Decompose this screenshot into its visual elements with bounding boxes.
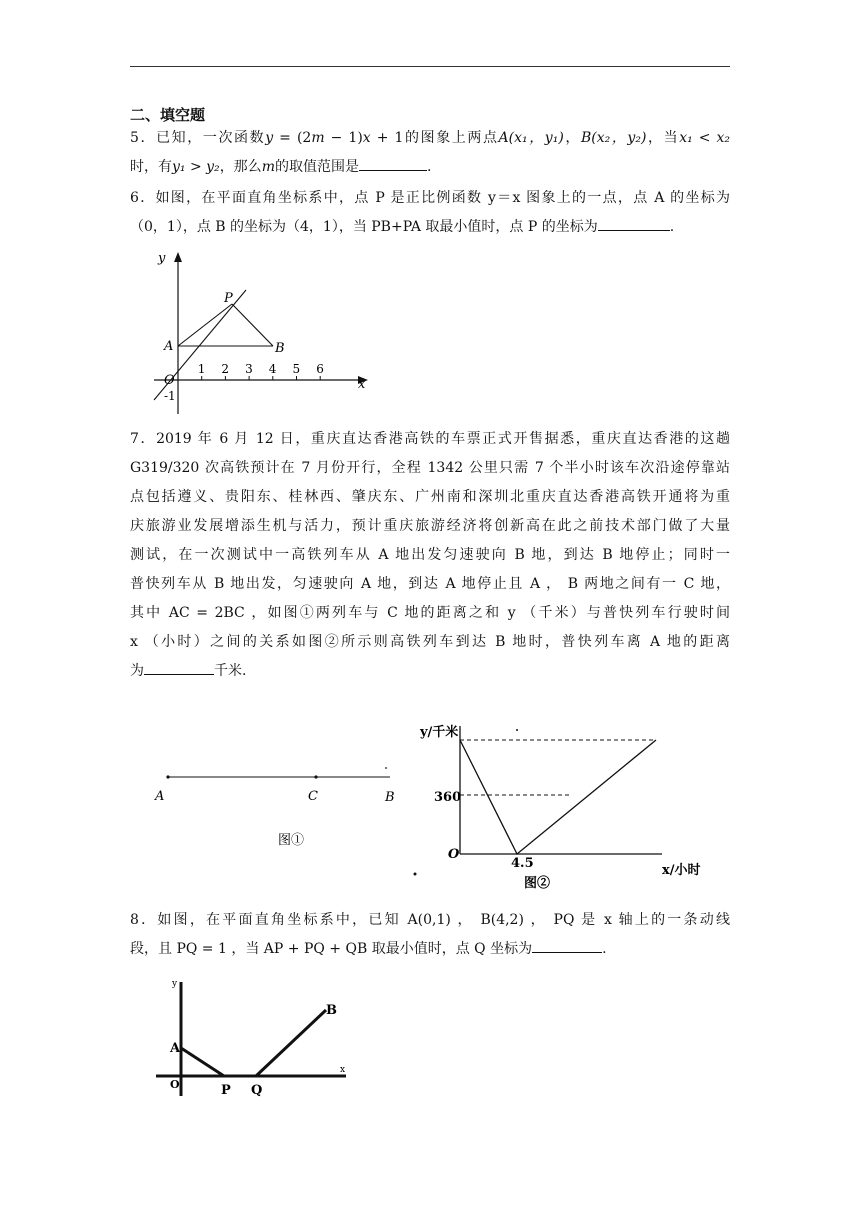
answer-blank-q7[interactable] xyxy=(144,660,214,675)
q8-coordinate-figure xyxy=(150,970,360,1100)
q6-point-p-label: P xyxy=(224,291,233,306)
question-5 xyxy=(130,124,730,182)
q7-line-3: 点包括遵义、贵阳东、桂林西、肇庆东、广州南和深圳北重庆直达香港高铁开通将为重 xyxy=(130,489,730,505)
q8-point-p-label: P xyxy=(221,1083,231,1098)
q6-point-b-label: B xyxy=(275,341,285,356)
q7-figure-1-line xyxy=(150,760,410,860)
q7-line-1: 7．2019 年 6 月 12 日，重庆直达香港高铁的车票正式开售据悉，重庆直达香港的这趟 xyxy=(130,431,730,447)
q6-x-tick-label: 5 xyxy=(292,362,301,376)
q7-line-5: 测试，在一次测试中一高铁列车从 A 地出发匀速驶向 B 地，到达 B 地停止；同时一 xyxy=(130,547,730,563)
q6-x-tick-label: 2 xyxy=(221,362,230,376)
q7-line-2: G319/320 次高铁预计在 7 月份开行，全程 1342 公里只需 7 个半小时该车次沿途停靠站 xyxy=(130,460,730,476)
section-heading: 二、填空题 xyxy=(130,106,206,124)
q7-x-axis-label: x/小时 xyxy=(662,863,701,878)
q6-segment-pb xyxy=(232,304,273,346)
q8-point-b-label: B xyxy=(326,1003,337,1018)
q7-line-4: 庆旅游业发展增添生机与活力，预计重庆旅游经济将创新高在此之前技术部门做了大量 xyxy=(130,518,730,534)
q6-neg-one-label: -1 xyxy=(164,389,176,403)
q8-line-2: 段，且 PQ = 1 ，当 AP + PQ + QB 取最小值时，点 Q 坐标为 . xyxy=(130,935,730,964)
q7-figure-1-caption: 图① xyxy=(278,833,305,848)
q6-line-1: 6．如图，在平面直角坐标系中，点 P 是正比例函数 y＝x 图象上的一点，点 A 的坐标为 xyxy=(130,190,730,206)
q8-x-axis-label: x xyxy=(340,1065,346,1075)
answer-blank-q8[interactable] xyxy=(532,938,602,953)
q7-y-tick-360: 360 xyxy=(434,790,462,805)
q8-y-axis-label: y xyxy=(172,979,178,989)
q8-line-1: 8．如图，在平面直角坐标系中，已知 A(0,1) ， B(4,2) ， PQ 是 x 轴上的一条动线 xyxy=(130,912,730,928)
answer-blank-q5[interactable] xyxy=(359,156,427,171)
q8-segment-ap xyxy=(181,1048,224,1076)
header-rule xyxy=(130,66,730,67)
q7-line-8: x （小时）之间的关系如图②所示则高铁列车到达 B 地时，普快列车离 A 地的距离 xyxy=(130,634,730,650)
q7-line-9: 为 千米. xyxy=(130,657,730,686)
question-8 xyxy=(130,906,730,964)
q6-x-tick-label: 6 xyxy=(316,362,324,376)
q7-x-tick-4-5: 4.5 xyxy=(511,856,534,871)
q6-coordinate-figure xyxy=(140,244,380,424)
question-6 xyxy=(130,184,730,242)
q5-line-2: 时，有y₁ > y₂，那么m的取值范围是 . xyxy=(130,153,730,182)
q8-point-q-label: Q xyxy=(251,1083,263,1098)
q6-origin-label: O xyxy=(164,373,175,388)
question-7 xyxy=(130,425,730,686)
q7-figure-2-graph xyxy=(400,712,720,894)
q7-point-c-label: C xyxy=(308,789,318,804)
q6-line-2: （0，1），点 B 的坐标为（4，1），当 PB+PA 取最小值时，点 P 的坐标为 . xyxy=(130,213,730,242)
q7-graph-line xyxy=(460,740,656,854)
q8-segment-qb xyxy=(256,1010,326,1076)
q8-origin-label: O xyxy=(170,1078,180,1091)
q8-point-a-label: A xyxy=(170,1041,181,1056)
q6-x-axis-label: x xyxy=(358,377,366,392)
q6-x-tick-label: 4 xyxy=(268,362,277,376)
q6-x-tick-label: 3 xyxy=(245,362,253,376)
q7-origin-label: O xyxy=(448,847,460,862)
q7-point-b-label: B xyxy=(385,790,395,805)
q6-y-axis-label: y xyxy=(158,251,166,266)
q7-line-7: 其中 AC = 2BC ，如图①两列车与 C 地的距离之和 y （千米）与普快列车行驶时间 xyxy=(130,605,730,621)
q6-point-a-label: A xyxy=(164,339,174,354)
q7-line-6: 普快列车从 B 地出发，匀速驶向 A 地，到达 A 地停止且 A ， B 两地之间有一 C 地， xyxy=(130,576,730,592)
q7-figure-2-caption: 图② xyxy=(524,876,551,891)
q7-point-a-label: A xyxy=(155,789,165,804)
q5-line-1: 5．已知，一次函数y = (2m − 1)x + 1的图象上两点A(x₁，y₁)，B(x₂，y₂)，当x₁ < x₂ xyxy=(130,130,730,146)
answer-blank-q6[interactable] xyxy=(598,216,670,231)
q7-y-axis-label: y/千米 xyxy=(420,725,459,740)
q6-x-tick-label: 1 xyxy=(197,362,206,376)
